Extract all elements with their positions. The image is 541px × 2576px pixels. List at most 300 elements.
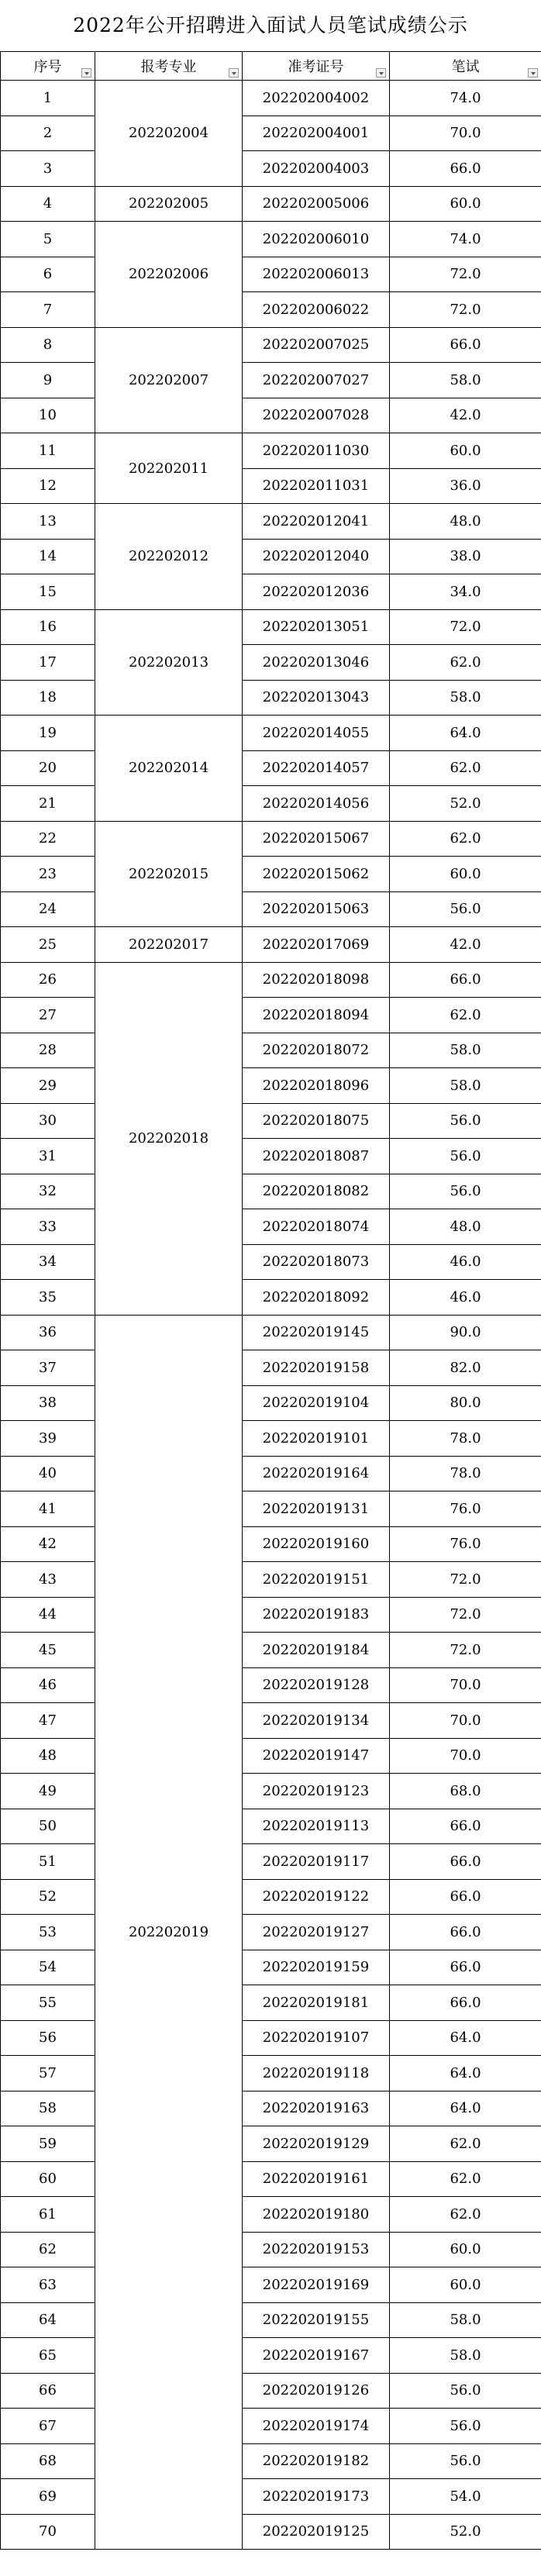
- cell-major[interactable]: 202202007: [95, 327, 243, 433]
- cell-score[interactable]: 34.0: [390, 574, 541, 610]
- cell-seq[interactable]: 21: [1, 786, 95, 822]
- cell-ticket[interactable]: 202202012041: [243, 504, 390, 540]
- table-row: [1, 574, 541, 610]
- table-row: [1, 1526, 541, 1562]
- table-row: [1, 1421, 541, 1457]
- cell-ticket[interactable]: 202202007028: [243, 398, 390, 433]
- filter-dropdown-icon[interactable]: [528, 68, 538, 78]
- table-row: [1, 2409, 541, 2444]
- cell-ticket[interactable]: 202202004002: [243, 81, 390, 116]
- cell-seq[interactable]: 64: [1, 2302, 95, 2338]
- cell-score[interactable]: 66.0: [390, 151, 541, 187]
- cell-seq[interactable]: 63: [1, 2267, 95, 2303]
- cell-score[interactable]: 70.0: [390, 1703, 541, 1739]
- cell-major[interactable]: 202202005: [95, 186, 243, 222]
- cell-score[interactable]: 78.0: [390, 1421, 541, 1457]
- cell-ticket[interactable]: 202202006022: [243, 292, 390, 328]
- table-row: [1, 1033, 541, 1068]
- table-row: [1, 1174, 541, 1209]
- table-row: [1, 1809, 541, 1844]
- cell-ticket[interactable]: 202202019183: [243, 1597, 390, 1633]
- cell-ticket[interactable]: 202202007025: [243, 327, 390, 363]
- table-row: [1, 1139, 541, 1174]
- table-row: [1, 1597, 541, 1633]
- cell-seq[interactable]: 2: [1, 116, 95, 151]
- cell-ticket[interactable]: 202202018096: [243, 1068, 390, 1104]
- cell-ticket[interactable]: 202202018074: [243, 1209, 390, 1245]
- cell-ticket[interactable]: 202202019145: [243, 1315, 390, 1350]
- cell-score[interactable]: 66.0: [390, 1844, 541, 1880]
- cell-score[interactable]: 48.0: [390, 504, 541, 540]
- table-row: [1, 1350, 541, 1386]
- table-row: [1, 2338, 541, 2374]
- cell-score[interactable]: 66.0: [390, 1879, 541, 1915]
- cell-ticket[interactable]: 202202019173: [243, 2479, 390, 2515]
- cell-seq[interactable]: 56: [1, 2020, 95, 2056]
- score-table: [0, 51, 541, 2550]
- cell-score[interactable]: 70.0: [390, 1738, 541, 1774]
- table-row: [1, 1068, 541, 1104]
- table-body: [1, 81, 541, 2550]
- cell-ticket[interactable]: 202202019163: [243, 2091, 390, 2126]
- cell-ticket[interactable]: 202202019122: [243, 1879, 390, 1915]
- table-row: [1, 292, 541, 328]
- cell-seq[interactable]: 48: [1, 1738, 95, 1774]
- cell-ticket[interactable]: 202202019164: [243, 1456, 390, 1491]
- cell-score[interactable]: 70.0: [390, 116, 541, 151]
- cell-seq[interactable]: 35: [1, 1280, 95, 1316]
- cell-ticket[interactable]: 202202019155: [243, 2302, 390, 2338]
- cell-ticket[interactable]: 202202019151: [243, 1562, 390, 1598]
- cell-seq[interactable]: 43: [1, 1562, 95, 1598]
- cell-ticket[interactable]: 202202019118: [243, 2056, 390, 2091]
- cell-score[interactable]: 60.0: [390, 2232, 541, 2267]
- cell-major[interactable]: 202202015: [95, 821, 243, 927]
- column-header-major: [95, 52, 243, 81]
- cell-seq[interactable]: 22: [1, 821, 95, 857]
- cell-seq[interactable]: 31: [1, 1139, 95, 1174]
- cell-seq[interactable]: 59: [1, 2126, 95, 2162]
- cell-score[interactable]: 48.0: [390, 1209, 541, 1245]
- cell-ticket[interactable]: 202202019169: [243, 2267, 390, 2303]
- cell-seq[interactable]: 6: [1, 257, 95, 292]
- cell-score[interactable]: 66.0: [390, 1985, 541, 2021]
- cell-score[interactable]: 56.0: [390, 1174, 541, 1209]
- cell-seq[interactable]: 68: [1, 2443, 95, 2479]
- cell-score[interactable]: 76.0: [390, 1526, 541, 1562]
- column-header-seq: [1, 52, 95, 81]
- cell-ticket[interactable]: 202202019174: [243, 2409, 390, 2444]
- cell-ticket[interactable]: 202202014055: [243, 716, 390, 751]
- cell-seq[interactable]: 26: [1, 962, 95, 998]
- cell-ticket[interactable]: 202202019129: [243, 2126, 390, 2162]
- cell-score[interactable]: 72.0: [390, 609, 541, 645]
- cell-score[interactable]: 62.0: [390, 2126, 541, 2162]
- cell-ticket[interactable]: 202202011030: [243, 433, 390, 469]
- cell-ticket[interactable]: 202202019117: [243, 1844, 390, 1880]
- cell-score[interactable]: 36.0: [390, 468, 541, 504]
- cell-seq[interactable]: 55: [1, 1985, 95, 2021]
- cell-ticket[interactable]: 202202019182: [243, 2443, 390, 2479]
- cell-score[interactable]: 58.0: [390, 2302, 541, 2338]
- cell-seq[interactable]: 10: [1, 398, 95, 433]
- cell-seq[interactable]: 18: [1, 680, 95, 716]
- table-row: [1, 680, 541, 716]
- table-row: [1, 2514, 541, 2550]
- cell-ticket[interactable]: 202202006010: [243, 222, 390, 257]
- cell-seq[interactable]: 62: [1, 2232, 95, 2267]
- cell-score[interactable]: 60.0: [390, 857, 541, 892]
- table-row: [1, 857, 541, 892]
- cell-score[interactable]: 82.0: [390, 1350, 541, 1386]
- cell-ticket[interactable]: 202202018092: [243, 1280, 390, 1316]
- table-row: [1, 504, 541, 540]
- cell-seq[interactable]: 38: [1, 1385, 95, 1421]
- cell-ticket[interactable]: 202202004001: [243, 116, 390, 151]
- cell-ticket[interactable]: 202202015062: [243, 857, 390, 892]
- cell-score[interactable]: 56.0: [390, 891, 541, 927]
- cell-seq[interactable]: 37: [1, 1350, 95, 1386]
- cell-score[interactable]: 58.0: [390, 363, 541, 398]
- cell-ticket[interactable]: 202202012036: [243, 574, 390, 610]
- table-row: [1, 2056, 541, 2091]
- cell-ticket[interactable]: 202202006013: [243, 257, 390, 292]
- cell-score[interactable]: 62.0: [390, 2197, 541, 2233]
- table-row: [1, 2443, 541, 2479]
- cell-seq[interactable]: 67: [1, 2409, 95, 2444]
- table-row: [1, 1456, 541, 1491]
- cell-ticket[interactable]: 202202015063: [243, 891, 390, 927]
- table-row: [1, 609, 541, 645]
- table-row: [1, 1738, 541, 1774]
- cell-ticket[interactable]: 202202012040: [243, 539, 390, 574]
- table-row: [1, 1915, 541, 1950]
- cell-seq[interactable]: 8: [1, 327, 95, 363]
- cell-ticket[interactable]: 202202018098: [243, 962, 390, 998]
- cell-seq[interactable]: 14: [1, 539, 95, 574]
- cell-score[interactable]: 62.0: [390, 2161, 541, 2197]
- cell-score[interactable]: 52.0: [390, 2514, 541, 2550]
- cell-seq[interactable]: 54: [1, 1950, 95, 1985]
- table-row: [1, 2479, 541, 2515]
- cell-ticket[interactable]: 202202019184: [243, 1633, 390, 1668]
- cell-score[interactable]: 62.0: [390, 998, 541, 1033]
- cell-ticket[interactable]: 202202013046: [243, 645, 390, 681]
- filter-dropdown-icon[interactable]: [376, 68, 386, 78]
- cell-score[interactable]: 66.0: [390, 962, 541, 998]
- cell-ticket[interactable]: 202202019123: [243, 1774, 390, 1809]
- cell-score[interactable]: 62.0: [390, 645, 541, 681]
- cell-score[interactable]: 74.0: [390, 81, 541, 116]
- cell-seq[interactable]: 45: [1, 1633, 95, 1668]
- table-row: [1, 1491, 541, 1527]
- cell-major[interactable]: 202202017: [95, 927, 243, 963]
- cell-ticket[interactable]: 202202019131: [243, 1491, 390, 1527]
- table-row: [1, 186, 541, 222]
- cell-seq[interactable]: 1: [1, 81, 95, 116]
- cell-score[interactable]: 66.0: [390, 327, 541, 363]
- column-header-score: [390, 52, 541, 81]
- cell-ticket[interactable]: 202202004003: [243, 151, 390, 187]
- cell-seq[interactable]: 57: [1, 2056, 95, 2091]
- header-row: [1, 52, 541, 81]
- cell-major[interactable]: 202202006: [95, 222, 243, 328]
- table-row: [1, 786, 541, 822]
- table-row: [1, 222, 541, 257]
- cell-seq[interactable]: 16: [1, 609, 95, 645]
- table-row: [1, 821, 541, 857]
- cell-score[interactable]: 64.0: [390, 716, 541, 751]
- table-row: [1, 1703, 541, 1739]
- cell-score[interactable]: 66.0: [390, 1950, 541, 1985]
- table-row: [1, 962, 541, 998]
- cell-seq[interactable]: 40: [1, 1456, 95, 1491]
- cell-ticket[interactable]: 202202013051: [243, 609, 390, 645]
- cell-seq[interactable]: 58: [1, 2091, 95, 2126]
- cell-score[interactable]: 74.0: [390, 222, 541, 257]
- cell-seq[interactable]: 34: [1, 1244, 95, 1280]
- cell-ticket[interactable]: 202202018073: [243, 1244, 390, 1280]
- page-title: 2022年公开招聘进入面试人员笔试成绩公示: [73, 14, 468, 36]
- cell-seq[interactable]: 60: [1, 2161, 95, 2197]
- cell-seq[interactable]: 12: [1, 468, 95, 504]
- cell-seq[interactable]: 49: [1, 1774, 95, 1809]
- cell-ticket[interactable]: 202202005006: [243, 186, 390, 222]
- cell-ticket[interactable]: 202202019107: [243, 2020, 390, 2056]
- cell-ticket[interactable]: 202202019159: [243, 1950, 390, 1985]
- table-row: [1, 1985, 541, 2021]
- cell-seq[interactable]: 36: [1, 1315, 95, 1350]
- cell-score[interactable]: 56.0: [390, 2409, 541, 2444]
- cell-seq[interactable]: 9: [1, 363, 95, 398]
- cell-seq[interactable]: 42: [1, 1526, 95, 1562]
- cell-ticket[interactable]: 202202019104: [243, 1385, 390, 1421]
- cell-seq[interactable]: 52: [1, 1879, 95, 1915]
- cell-seq[interactable]: 20: [1, 750, 95, 786]
- cell-seq[interactable]: 7: [1, 292, 95, 328]
- table-row: [1, 927, 541, 963]
- cell-ticket[interactable]: 202202019160: [243, 1526, 390, 1562]
- cell-score[interactable]: 42.0: [390, 927, 541, 963]
- table-row: [1, 2126, 541, 2162]
- table-row: [1, 1244, 541, 1280]
- cell-major[interactable]: 202202018: [95, 962, 243, 1315]
- table-row: [1, 2161, 541, 2197]
- cell-ticket[interactable]: 202202018072: [243, 1033, 390, 1068]
- cell-score[interactable]: 78.0: [390, 1456, 541, 1491]
- cell-score[interactable]: 64.0: [390, 2091, 541, 2126]
- cell-score[interactable]: 46.0: [390, 1280, 541, 1316]
- table-row: [1, 468, 541, 504]
- table-row: [1, 2373, 541, 2409]
- cell-score[interactable]: 64.0: [390, 2056, 541, 2091]
- cell-ticket[interactable]: 202202014057: [243, 750, 390, 786]
- cell-ticket[interactable]: 202202018075: [243, 1103, 390, 1139]
- cell-score[interactable]: 70.0: [390, 1667, 541, 1703]
- cell-seq[interactable]: 66: [1, 2373, 95, 2409]
- cell-major[interactable]: 202202012: [95, 504, 243, 610]
- cell-ticket[interactable]: 202202013043: [243, 680, 390, 716]
- column-header-label: 序号: [33, 59, 62, 75]
- cell-score[interactable]: 72.0: [390, 257, 541, 292]
- cell-ticket[interactable]: 202202015067: [243, 821, 390, 857]
- cell-seq[interactable]: 13: [1, 504, 95, 540]
- cell-seq[interactable]: 50: [1, 1809, 95, 1844]
- cell-score[interactable]: 72.0: [390, 292, 541, 328]
- cell-ticket[interactable]: 202202019161: [243, 2161, 390, 2197]
- cell-ticket[interactable]: 202202018082: [243, 1174, 390, 1209]
- table-row: [1, 1385, 541, 1421]
- cell-seq[interactable]: 65: [1, 2338, 95, 2374]
- cell-ticket[interactable]: 202202007027: [243, 363, 390, 398]
- cell-score[interactable]: 80.0: [390, 1385, 541, 1421]
- table-row: [1, 2302, 541, 2338]
- cell-seq[interactable]: 15: [1, 574, 95, 610]
- cell-seq[interactable]: 70: [1, 2514, 95, 2550]
- cell-ticket[interactable]: 202202019167: [243, 2338, 390, 2374]
- cell-score[interactable]: 56.0: [390, 2373, 541, 2409]
- filter-dropdown-icon[interactable]: [81, 68, 91, 78]
- cell-ticket[interactable]: 202202014056: [243, 786, 390, 822]
- cell-score[interactable]: 56.0: [390, 1103, 541, 1139]
- cell-seq[interactable]: 46: [1, 1667, 95, 1703]
- table-row: [1, 1103, 541, 1139]
- cell-seq[interactable]: 17: [1, 645, 95, 681]
- table-row: [1, 363, 541, 398]
- cell-ticket[interactable]: 202202019134: [243, 1703, 390, 1739]
- cell-score[interactable]: 64.0: [390, 2020, 541, 2056]
- table-row: [1, 257, 541, 292]
- cell-seq[interactable]: 27: [1, 998, 95, 1033]
- cell-seq[interactable]: 41: [1, 1491, 95, 1527]
- cell-score[interactable]: 60.0: [390, 186, 541, 222]
- cell-ticket[interactable]: 202202019158: [243, 1350, 390, 1386]
- cell-seq[interactable]: 28: [1, 1033, 95, 1068]
- table-row: [1, 2091, 541, 2126]
- column-header-label: 准考证号: [288, 59, 344, 75]
- cell-seq[interactable]: 51: [1, 1844, 95, 1880]
- cell-score[interactable]: 58.0: [390, 1033, 541, 1068]
- column-header-ticket: [243, 52, 390, 81]
- cell-seq[interactable]: 30: [1, 1103, 95, 1139]
- cell-major[interactable]: 202202013: [95, 609, 243, 716]
- cell-seq[interactable]: 4: [1, 186, 95, 222]
- cell-score[interactable]: 56.0: [390, 2443, 541, 2479]
- cell-ticket[interactable]: 202202018094: [243, 998, 390, 1033]
- cell-ticket[interactable]: 202202019113: [243, 1809, 390, 1844]
- cell-seq[interactable]: 39: [1, 1421, 95, 1457]
- cell-score[interactable]: 58.0: [390, 680, 541, 716]
- table-row: [1, 1844, 541, 1880]
- cell-seq[interactable]: 61: [1, 2197, 95, 2233]
- cell-score[interactable]: 66.0: [390, 1915, 541, 1950]
- cell-score[interactable]: 52.0: [390, 786, 541, 822]
- cell-ticket[interactable]: 202202019153: [243, 2232, 390, 2267]
- cell-score[interactable]: 60.0: [390, 433, 541, 469]
- table-row: [1, 1667, 541, 1703]
- cell-seq[interactable]: 23: [1, 857, 95, 892]
- cell-seq[interactable]: 44: [1, 1597, 95, 1633]
- cell-seq[interactable]: 33: [1, 1209, 95, 1245]
- cell-score[interactable]: 58.0: [390, 1068, 541, 1104]
- table-row: [1, 81, 541, 116]
- table-row: [1, 1562, 541, 1598]
- cell-ticket[interactable]: 202202019127: [243, 1915, 390, 1950]
- cell-major[interactable]: 202202011: [95, 433, 243, 504]
- table-row: [1, 716, 541, 751]
- cell-score[interactable]: 46.0: [390, 1244, 541, 1280]
- cell-seq[interactable]: 53: [1, 1915, 95, 1950]
- cell-seq[interactable]: 32: [1, 1174, 95, 1209]
- cell-score[interactable]: 60.0: [390, 2267, 541, 2303]
- cell-major[interactable]: 202202019: [95, 1315, 243, 2550]
- cell-ticket[interactable]: 202202019126: [243, 2373, 390, 2409]
- cell-ticket[interactable]: 202202019125: [243, 2514, 390, 2550]
- cell-score[interactable]: 66.0: [390, 1809, 541, 1844]
- table-row: [1, 891, 541, 927]
- table-row: [1, 116, 541, 151]
- cell-score[interactable]: 90.0: [390, 1315, 541, 1350]
- cell-ticket[interactable]: 202202019128: [243, 1667, 390, 1703]
- cell-seq[interactable]: 29: [1, 1068, 95, 1104]
- cell-score[interactable]: 62.0: [390, 750, 541, 786]
- cell-score[interactable]: 58.0: [390, 2338, 541, 2374]
- cell-seq[interactable]: 47: [1, 1703, 95, 1739]
- cell-score[interactable]: 72.0: [390, 1562, 541, 1598]
- table-row: [1, 539, 541, 574]
- cell-ticket[interactable]: 202202018087: [243, 1139, 390, 1174]
- table-row: [1, 750, 541, 786]
- cell-seq[interactable]: 24: [1, 891, 95, 927]
- filter-dropdown-icon[interactable]: [229, 68, 239, 78]
- table-row: [1, 2232, 541, 2267]
- table-row: [1, 327, 541, 363]
- table-row: [1, 998, 541, 1033]
- cell-seq[interactable]: 69: [1, 2479, 95, 2515]
- cell-score[interactable]: 62.0: [390, 821, 541, 857]
- table-row: [1, 2267, 541, 2303]
- cell-ticket[interactable]: 202202011031: [243, 468, 390, 504]
- cell-score[interactable]: 42.0: [390, 398, 541, 433]
- column-header-label: 报考专业: [140, 59, 197, 75]
- table-row: [1, 1633, 541, 1668]
- cell-seq[interactable]: 11: [1, 433, 95, 469]
- cell-major[interactable]: 202202014: [95, 716, 243, 822]
- table-row: [1, 433, 541, 469]
- table-row: [1, 2197, 541, 2233]
- column-header-label: 笔试: [451, 59, 480, 75]
- cell-score[interactable]: 72.0: [390, 1597, 541, 1633]
- cell-score[interactable]: 68.0: [390, 1774, 541, 1809]
- cell-seq[interactable]: 25: [1, 927, 95, 963]
- cell-score[interactable]: 72.0: [390, 1633, 541, 1668]
- cell-ticket[interactable]: 202202019181: [243, 1985, 390, 2021]
- cell-ticket[interactable]: 202202019147: [243, 1738, 390, 1774]
- cell-score[interactable]: 54.0: [390, 2479, 541, 2515]
- cell-seq[interactable]: 5: [1, 222, 95, 257]
- table-row: [1, 1774, 541, 1809]
- cell-score[interactable]: 38.0: [390, 539, 541, 574]
- cell-score[interactable]: 76.0: [390, 1491, 541, 1527]
- cell-seq[interactable]: 3: [1, 151, 95, 187]
- cell-major[interactable]: 202202004: [95, 81, 243, 187]
- cell-ticket[interactable]: 202202019180: [243, 2197, 390, 2233]
- cell-ticket[interactable]: 202202019101: [243, 1421, 390, 1457]
- cell-ticket[interactable]: 202202017069: [243, 927, 390, 963]
- table-row: [1, 1280, 541, 1316]
- cell-score[interactable]: 56.0: [390, 1139, 541, 1174]
- cell-seq[interactable]: 19: [1, 716, 95, 751]
